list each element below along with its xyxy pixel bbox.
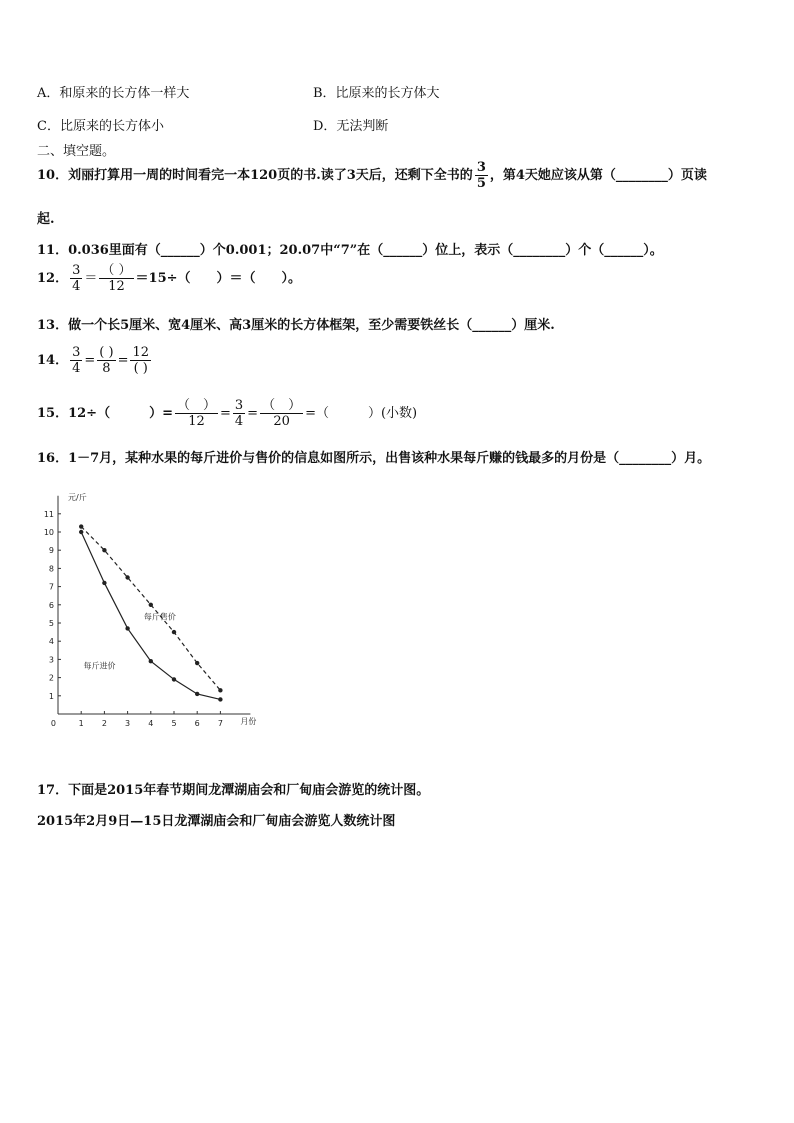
- section-heading: 二、填空题。: [37, 144, 116, 159]
- q15-label: 15．12÷（ ）=: [37, 406, 173, 421]
- price-line-chart: [30, 478, 300, 733]
- q12-equals: ＝: [84, 271, 98, 286]
- y-tick-label: 10: [43, 528, 54, 537]
- question-17: 17．下面是2015年春节期间龙潭湖庙会和厂甸庙会游览的统计图。: [37, 783, 430, 798]
- data-point: [172, 677, 176, 681]
- x-tick-label: 6: [194, 719, 200, 728]
- data-point: [195, 692, 199, 696]
- q10-fraction: $\frac{3}{5}$: [476, 160, 486, 191]
- x-tick-label: 2: [101, 719, 107, 728]
- data-point: [102, 581, 106, 585]
- q14-fraction-2: $\frac{( )}{8}$: [99, 345, 114, 376]
- y-tick-label: 3: [48, 655, 54, 665]
- question-15: [37, 398, 417, 429]
- y-tick-label: 4: [48, 637, 54, 647]
- y-tick-label: 5: [48, 619, 54, 628]
- data-point: [149, 659, 153, 663]
- chart-caption: 2015年2月9日—15日龙潭湖庙会和厂甸庙会游览人数统计图: [37, 814, 396, 829]
- y-tick-label: 6: [48, 600, 54, 610]
- q14-equals-2: =: [117, 353, 129, 368]
- option-c: C．比原来的长方体小: [37, 119, 164, 134]
- data-point: [172, 630, 176, 634]
- data-point: [125, 626, 129, 630]
- q15-fraction-2: $\frac{3}{4}$: [234, 398, 244, 429]
- q15-equals-2: =: [247, 406, 259, 421]
- y-axis-label: 元/斤: [68, 492, 87, 502]
- q10-text-1: 10．刘丽打算用一周的时间看完一本120页的书.读了3天后，还剩下全书的: [37, 168, 473, 183]
- data-point: [195, 661, 199, 665]
- q10-continuation: 起.: [37, 212, 55, 227]
- x-tick-label: 5: [171, 719, 177, 728]
- q12-rest: ＝15÷（ ）＝（ ）。: [135, 271, 302, 286]
- data-point: [79, 524, 83, 528]
- y-tick-label: 9: [48, 546, 54, 556]
- q12-fraction-2: $\frac{( )}{12}$: [101, 263, 132, 294]
- question-11: 11．0.036里面有（______）个0.001；20.07中“7”在（______）位上，表示（________）个（______）。: [37, 243, 663, 258]
- x-tick-label: 4: [148, 719, 154, 728]
- q14-equals-1: =: [84, 353, 96, 368]
- q12-fraction-1: $\frac{3}{4}$: [72, 263, 81, 294]
- q14-fraction-3: $\frac{12}{( )}$: [132, 345, 150, 376]
- data-point: [125, 575, 129, 579]
- question-14: [37, 345, 153, 376]
- q14-label: 14．: [37, 353, 69, 368]
- question-10: [37, 160, 707, 191]
- series-label-sale: 每斤售价: [143, 612, 176, 622]
- y-tick-label: 7: [48, 582, 54, 592]
- option-d: D．无法判断: [313, 119, 389, 134]
- question-12: [37, 263, 301, 294]
- x-tick-label: 7: [217, 719, 223, 728]
- q15-fraction-3: $\frac{( )}{20}$: [262, 398, 302, 429]
- series-label-cost: 每斤进价: [83, 661, 116, 671]
- data-point: [79, 530, 83, 534]
- q15-equals-1: =: [219, 406, 231, 421]
- question-16: 16．1－7月，某种水果的每斤进价与售价的信息如图所示，出售该种水果每斤赚的钱最多的月份是（________）月。: [37, 451, 711, 466]
- y-tick-label: 1: [48, 691, 54, 701]
- data-point: [102, 548, 106, 552]
- data-point: [218, 688, 222, 692]
- x-tick-label: 3: [125, 719, 131, 728]
- x-tick-label: 1: [78, 719, 84, 728]
- option-a: A．和原来的长方体一样大: [37, 86, 190, 101]
- y-tick-label: 2: [48, 673, 54, 683]
- origin-label: 0: [50, 719, 56, 728]
- q14-fraction-1: $\frac{3}{4}$: [72, 345, 81, 376]
- data-point: [149, 603, 153, 607]
- y-tick-label: 11: [43, 509, 54, 519]
- x-axis-label: 月份: [240, 717, 257, 726]
- q10-text-2: ，第4天她应该从第（________）页读: [489, 168, 707, 183]
- data-point: [218, 697, 222, 701]
- q15-tail: =（ ）(小数): [305, 406, 418, 421]
- option-b: B．比原来的长方体大: [313, 86, 440, 101]
- q12-label: 12．: [37, 271, 69, 286]
- q15-fraction-1: $\frac{( )}{12}$: [176, 398, 216, 429]
- question-13: 13．做一个长5厘米、宽4厘米、高3厘米的长方体框架，至少需要铁丝长（______）厘米.: [37, 318, 555, 333]
- y-tick-label: 8: [48, 564, 54, 574]
